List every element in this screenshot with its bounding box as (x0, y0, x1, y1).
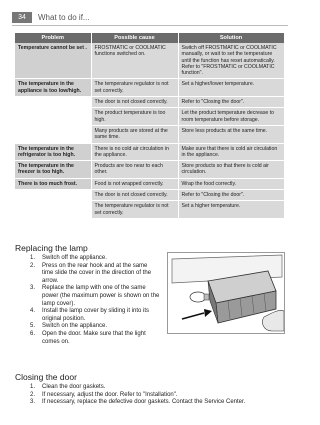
lamp-cover-drawing (168, 253, 285, 334)
table-row (15, 190, 284, 201)
list-item: 6. Open the door. Make sure that the light comes on. (30, 330, 146, 345)
list-item: 1. Switch off the appliance. (30, 255, 107, 261)
table-row (15, 143, 284, 161)
solution-cell: Refer to "Closing the door". (178, 190, 284, 201)
problem-cell (15, 108, 91, 126)
section-title: What to do if... (38, 13, 90, 22)
solution-cell: Store products so that there is cold air circulation. (178, 161, 284, 179)
list-item: 1. Clean the door gaskets. (30, 384, 106, 390)
problem-cell (15, 125, 91, 143)
list-item: 3. If necessary, replace the defective door gaskets. Contact the Service Center. (30, 399, 246, 406)
table-row (15, 201, 284, 219)
hand-icon (262, 310, 284, 331)
solution-cell: Set a higher/lower temperature. (178, 79, 284, 97)
page-number: 34 (12, 12, 32, 23)
step-text: Clean the door gaskets. (42, 384, 106, 390)
step-text: Press on the rear hook and at the same time slide the cover in the direction of the arrow. (42, 262, 152, 284)
problem-cell (15, 190, 91, 201)
slide-arrow-icon (182, 313, 204, 319)
column-header-solution: Solution (178, 33, 284, 43)
cause-cell: FROSTMATIC or COOLMATIC functions switched on. (91, 43, 178, 79)
problem-cell: The temperature in the freezer is too high. (15, 161, 91, 179)
problem-cell (15, 201, 91, 219)
list-item: 5. Switch on the appliance. (30, 323, 108, 330)
step-text: Install the lamp cover by sliding it into its original position. (42, 308, 150, 322)
problem-cell: There is too much frost. (15, 178, 91, 189)
column-header-cause: Possible cause (91, 33, 178, 43)
list-item: 2. Press on the rear hook and at the same time slide the cover in the direction of the arrow. (30, 262, 152, 284)
list-item: 3. Replace the lamp with one of the same power (the maximum power is shown on the lamp cover). (30, 285, 160, 307)
problem-cell: The temperature in the refrigerator is too high. (15, 143, 91, 161)
page-header (12, 12, 288, 24)
cause-cell: Many products are stored at the same time. (91, 125, 178, 143)
list-item: 4. Install the lamp cover by sliding it into its original position. (30, 308, 150, 322)
step-text: If necessary, replace the defective door gaskets. Contact the Service Center. (42, 399, 246, 406)
step-text: Replace the lamp with one of the same power (the maximum power is shown on the lamp cover). (42, 285, 160, 307)
step-text: Open the door. Make sure that the light comes on. (42, 330, 146, 345)
solution-cell: Make sure that there is cold air circulation in the appliance. (178, 143, 284, 161)
solution-cell: Switch off FROSTMATIC or COOLMATIC manually, or wait to set the temperature until the function has reset automatically. Refer to "FROSTMATIC or COOLMATIC function". (178, 43, 284, 79)
cause-cell: Food is not wrapped correctly. (91, 178, 178, 189)
list-item: 2. If necessary, adjust the door. Refer to "Installation". (30, 391, 178, 398)
arrow-head-icon (204, 309, 212, 317)
table-row (15, 125, 284, 143)
problem-cell (15, 97, 91, 108)
cause-cell: The door is not closed correctly. (91, 190, 178, 201)
step-text: Switch on the appliance. (42, 323, 108, 330)
replacing-lamp-heading: Replacing the lamp (15, 243, 88, 253)
closing-door-steps (30, 384, 290, 407)
solution-cell: Refer to "Closing the door". (178, 97, 284, 108)
table-row (15, 79, 284, 97)
cause-cell: Products are too near to each other. (91, 161, 178, 179)
table-row (15, 43, 284, 79)
bulb-base-shape (204, 294, 209, 300)
bulb-shape (190, 292, 206, 302)
cause-cell: The product temperature is too high. (91, 108, 178, 126)
replacing-lamp-steps (30, 255, 160, 346)
step-text: Switch off the appliance. (42, 255, 107, 261)
cause-cell: The temperature regulator is not set correctly. (91, 79, 178, 97)
step-text: If necessary, adjust the door. Refer to "Installation". (42, 391, 178, 398)
cause-cell: The temperature regulator is not set correctly. (91, 201, 178, 219)
table-row (15, 108, 284, 126)
table-header-row (15, 33, 284, 43)
problem-cell: The temperature in the appliance is too low/high. (15, 79, 91, 97)
cause-cell: The door is not closed correctly. (91, 97, 178, 108)
table-row (15, 97, 284, 108)
solution-cell: Wrap the food correctly. (178, 178, 284, 189)
problem-cell: Temperature cannot be set . (15, 43, 91, 79)
lamp-cover-illustration (167, 252, 285, 334)
troubleshooting-table (15, 33, 285, 219)
table-row (15, 161, 284, 179)
header-divider (12, 25, 288, 26)
solution-cell: Store less products at the same time. (178, 125, 284, 143)
column-header-problem: Problem (15, 33, 91, 43)
closing-door-heading: Closing the door (15, 372, 77, 382)
solution-cell: Set a higher temperature. (178, 201, 284, 219)
table-row (15, 178, 284, 189)
cause-cell: There is no cold air circulation in the appliance. (91, 143, 178, 161)
solution-cell: Let the product temperature decrease to room temperature before storage. (178, 108, 284, 126)
